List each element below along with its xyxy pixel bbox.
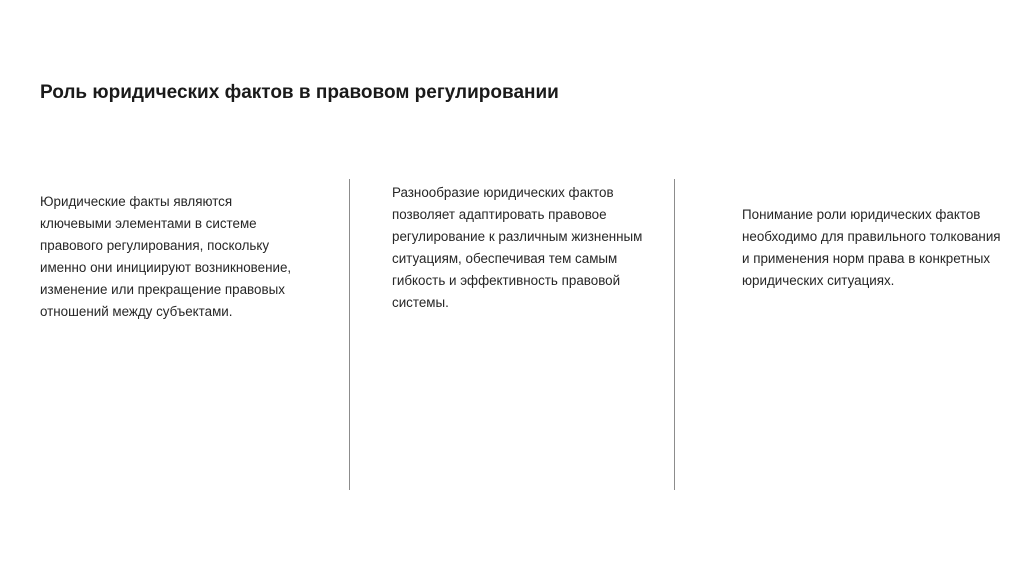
slide-title: Роль юридических фактов в правовом регулировании	[40, 82, 559, 103]
column-text-2: Разнообразие юридических фактов позволяет адаптировать правовое регулирование к различным жизненным ситуациям, обеспечивая тем самым гибкость и эффективность правовой системы.	[392, 185, 643, 310]
column-divider-1	[349, 179, 350, 490]
column-text-1: Юридические факты являются ключевыми элементами в системе правового регулирования, поскольку именно они инициируют возникновение, изменение или прекращение правовых отношений между субъектами.	[40, 194, 292, 319]
column-text-3: Понимание роли юридических фактов необходимо для правильного толкования и применения норм права в конкретных юридических ситуациях.	[742, 207, 1001, 288]
column-divider-2	[674, 179, 675, 490]
